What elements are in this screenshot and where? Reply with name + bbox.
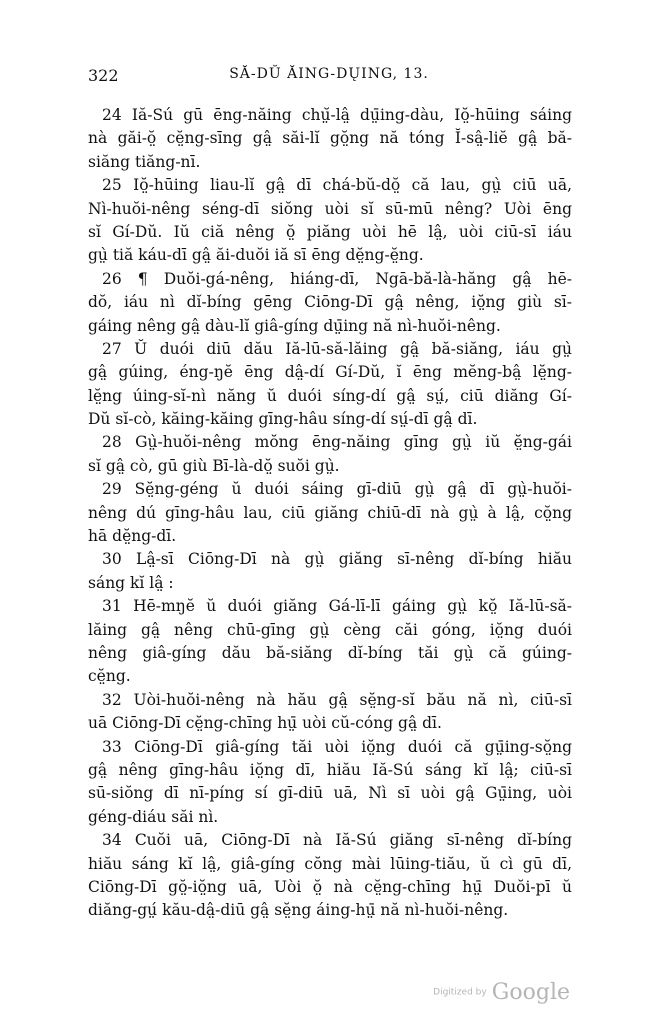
text-line: cĕ̤ng. [88,667,131,686]
text-line: nêng dú gīng-hâu lau, ciū giăng chiū-dī nà gṳ̀ à lâ̤, cŏ̤ng [88,503,572,522]
digitized-by-google-watermark [433,980,570,1005]
chapter-text [88,104,572,923]
verse-line-start: 27 Ŭ duói diū dău Iă-lū-să-lăing gâ̤ bă-siăng, iáu gṳ̀ [102,339,572,358]
text-line: sáng kĭ lâ̤ : [88,573,174,592]
verse-line-start: 24 Iă-Sú gū ēng-năing chṳ̆-lâ̤ dṳ̄ing-dàu, Iŏ̤-hūing sáing [102,106,572,124]
text-line: hā dĕ̤ng-dī. [88,527,177,546]
text-line: diăng-gṳ́ kău-dâ̤-diū gâ̤ sĕ̤ng áing-hṳ̄ nă nì-huŏi-nêng. [88,901,509,920]
text-line: sū-siŏng dī nī-píng sí gī-diū uā, Nì sī uòi gâ̤ Gṳ̄ing, uòi [88,784,572,803]
text-line: gáing nêng gâ̤ dàu-lĭ giâ-gíng dṳ̄ing nă nì-huŏi-nêng. [88,316,501,335]
page-number: 322 [88,66,119,85]
text-line: Nì-huŏi-nêng séng-dī siŏng uòi sĭ sū-mū nêng? Uòi ēng [88,199,572,218]
text-line: Ciōng-Dī gŏ̤-iŏ̤ng uā, Uòi ŏ̤ nà cĕ̤ng-chīng hṳ̄ Duŏi-pī ŭ [88,877,572,896]
verse-line-start: 29 Sĕ̤ng-géng ŭ duói sáing gī-diū gṳ̀ gâ̤ dī gṳ̀-huŏi- [102,480,572,499]
verse-line-start: 32 Uòi-huŏi-nêng nà hău gâ̤ sĕ̤ng-sĭ bău nă nì, ciū-sī [102,690,572,709]
text-line: sĭ Gí-Dŭ. Iŭ ciă nêng ŏ̤ piăng uòi hē lâ̤, uòi ciū-sī iáu [88,222,572,241]
text-line: hiău sáng kĭ lâ̤, giâ-gíng cŏng mài lūing-tiău, ŭ cì gū dī, [88,854,572,873]
text-line: gâ̤ gúing, éng-ŋĕ ēng dâ̤-dí Gí-Dŭ, ĭ ēng mĕng-bâ̤ lĕ̤ng- [88,363,572,382]
text-line: sĭ gâ̤ cò, gū giù Bī-là-dŏ̤ suŏi gṳ̀. [88,456,340,475]
text-line: Dŭ sĭ-cò, kăing-kăing gīng-hâu síng-dí sṳ́-dī gâ̤ dī. [88,410,478,429]
text-line: siăng tiăng-nī. [88,152,201,171]
google-logo: Google [491,980,570,1005]
verse-line-start: 26 ¶ Duŏi-gá-nêng, hiáng-dī, Ngā-bă-là-hăng gâ̤ hē- [102,269,572,288]
text-line: lĕ̤ng úing-sĭ-nì năng ŭ duói síng-dí gâ̤ sṳ́, ciū diăng Gí- [88,386,572,405]
text-line: nà găi-ŏ̤ cĕ̤ng-sīng gâ̤ săi-lĭ gŏ̤ng nă tóng Ĭ-sâ̤-liĕ gâ̤ bă- [88,129,572,148]
page-header [88,66,570,88]
verse-line-start: 25 Iŏ̤-hūing liau-lĭ gâ̤ dī chá-bŭ-dŏ̤ că lau, gṳ̀ ciū uā, [102,176,572,195]
digitized-by-label: Digitized by [433,987,487,998]
verse-line-start: 34 Cuŏi uā, Ciōng-Dī nà Iă-Sú giăng sī-nêng dĭ-bíng [102,831,572,850]
text-line: uā Ciōng-Dī cĕ̤ng-chīng hṳ̄ uòi cŭ-cóng gâ̤ dī. [88,714,442,733]
verse-line-start: 31 Hē-mŋĕ ŭ duói giăng Gá-lī-lī gáing gṳ̀ kŏ̤ Iă-lū-să- [102,597,572,616]
text-line: gâ̤ nêng gīng-hâu iŏ̤ng dī, hiău Iă-Sú sáng kĭ lâ̤; ciū-sī [88,760,572,779]
text-line: nêng giâ-gíng dău bă-siăng dĭ-bíng tăi gṳ̀ că gúing- [88,643,572,662]
text-line: lăing gâ̤ nêng chū-gīng gṳ̀ cèng căi góng, iŏ̤ng duói [88,620,572,639]
text-line: géng-diáu săi nì. [88,807,219,826]
text-line: gṳ̀ tiă káu-dī gâ̤ ăi-duŏi iă sī ēng dĕ̤ng-ĕ̤ng. [88,246,424,265]
verse-line-start: 28 Gṳ̀-huŏi-nêng mŏng ēng-năing gīng gṳ̀ iŭ ĕ̤ng-gái [102,433,572,452]
verse-line-start: 33 Ciōng-Dī giâ-gíng tăi uòi iŏ̤ng duói că gṳ̄ing-sŏ̤ng [102,737,572,756]
verse-line-start: 30 Lâ̤-sī Ciōng-Dī nà gṳ̀ giăng sī-nêng dĭ-bíng hiău [102,550,572,569]
running-title: SĂ-DŬ ĂING-DŲING, 13. [229,66,429,82]
text-line: dŏ, iáu nì dĭ-bíng gēng Ciōng-Dī gâ̤ nêng, iŏ̤ng giù sī- [88,293,572,312]
